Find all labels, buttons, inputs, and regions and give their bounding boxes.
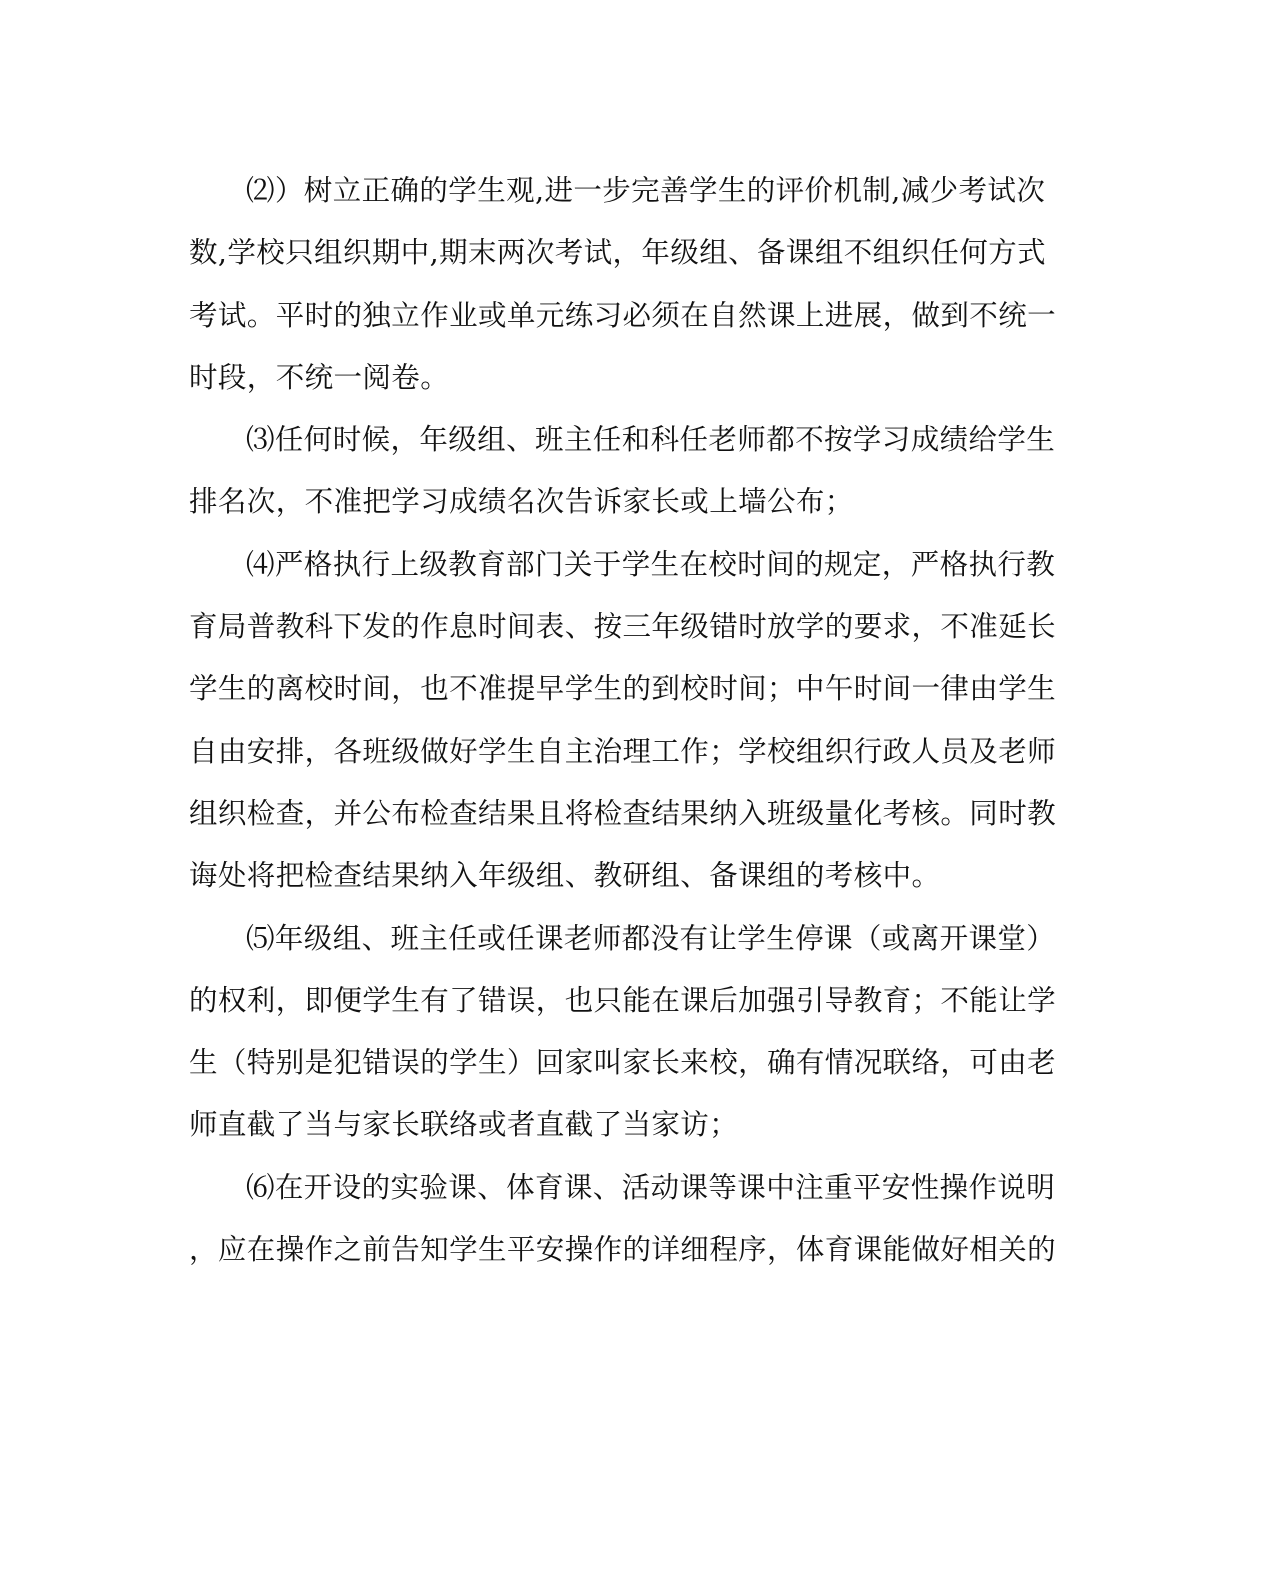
paragraph-4-line-1: ⑷严格执行上级教育部门关于学生在校时间的规定，严格执行教 [246,547,1056,581]
paragraph-2-line-1: ⑵）树立正确的学生观,进一步完善学生的评价机制,减少考试次 [246,174,1046,207]
paragraph-5-line-1: ⑸年级组、班主任或任课老师都没有让学生停课（或离开课堂） [246,921,1056,955]
paragraph-3-line-1: ⑶任何时候，年级组、班主任和科任老师都不按学习成绩给学生 [246,423,1056,457]
paragraph-4-line-5: 组织检查，并公布检查结果且将检查结果纳入班级量化考核。同时教 [189,796,1057,830]
paragraph-6-line-2: ，应在操作之前告知学生平安操作的详细程序，体育课能做好相关的 [189,1233,1057,1267]
document-body [189,160,1069,1281]
paragraph-2-line-3: 考试。平时的独立作业或单元练习必须在自然课上进展，做到不统一 [189,298,1057,332]
paragraph-3-line-2: 排名次，不准把学习成绩名次告诉家长或上墙公布； [189,485,854,519]
paragraph-5-line-3: 生（特别是犯错误的学生）回家叫家长来校，确有情况联络，可由老 [189,1046,1057,1080]
paragraph-4-line-6: 诲处将把检查结果纳入年级组、教研组、备课组的考核中。 [189,859,941,893]
paragraph-2-line-2: 数,学校只组织期中,期末两次考试，年级组、备课组不组织任何方式 [189,236,1047,270]
paragraph-4-line-4: 自由安排，各班级做好学生自主治理工作；学校组织行政人员及老师 [189,734,1057,768]
paragraph-4-line-2: 育局普教科下发的作息时间表、按三年级错时放学的要求，不准延长 [189,610,1057,644]
paragraph-2-line-4: 时段，不统一阅卷。 [189,360,450,394]
paragraph-4-line-3: 学生的离校时间，也不准提早学生的到校时间；中午时间一律由学生 [189,672,1057,706]
paragraph-5-line-2: 的权利，即便学生有了错误，也只能在课后加强引导教育；不能让学 [189,983,1057,1017]
paragraph-5-line-4: 师直截了当与家长联络或者直截了当家访； [189,1108,739,1142]
paragraph-6-line-1: ⑹在开设的实验课、体育课、活动课等课中注重平安性操作说明 [246,1170,1056,1204]
